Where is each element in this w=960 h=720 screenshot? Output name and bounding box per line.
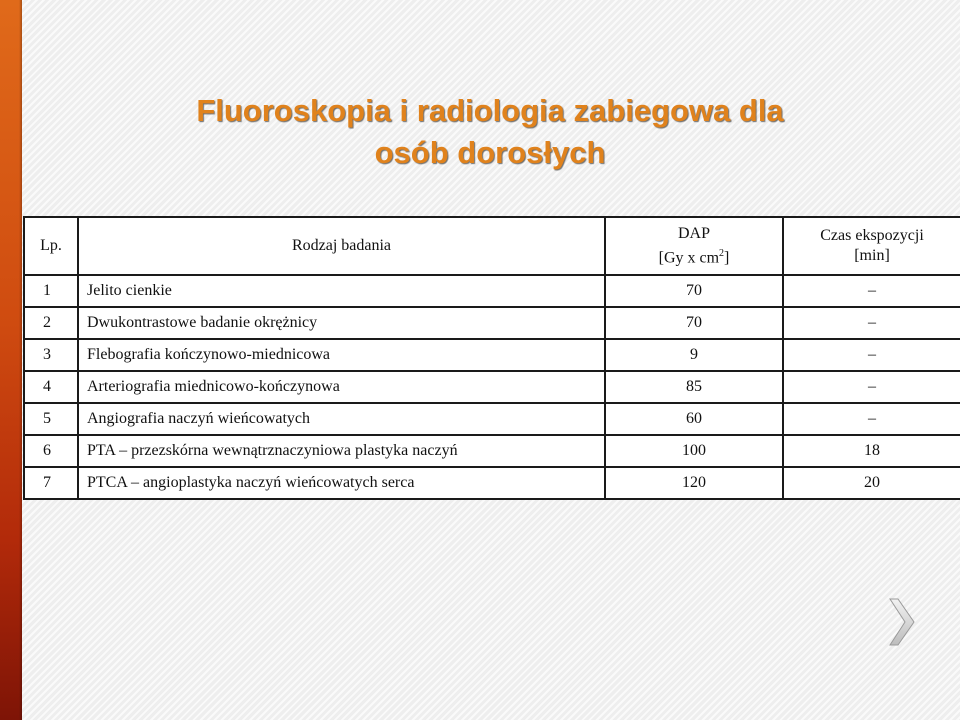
table-row bbox=[24, 403, 960, 435]
table-row bbox=[24, 275, 960, 307]
table-row bbox=[24, 435, 960, 467]
table-row bbox=[24, 307, 960, 339]
chevron-right-icon-svg bbox=[884, 596, 918, 648]
header-rodzaj: Rodzaj badania bbox=[78, 217, 605, 275]
cell-dap: 9 bbox=[605, 339, 783, 371]
cell-czas: 20 bbox=[783, 467, 960, 499]
cell-czas: – bbox=[783, 275, 960, 307]
cell-dap: 120 bbox=[605, 467, 783, 499]
exam-table bbox=[23, 216, 960, 500]
cell-dap: 70 bbox=[605, 275, 783, 307]
cell-lp: 5 bbox=[24, 403, 78, 435]
table-row bbox=[24, 371, 960, 403]
header-czas bbox=[783, 217, 960, 275]
header-czas-line2: [min] bbox=[854, 247, 890, 264]
slide-title-line2: osób dorosłych bbox=[374, 135, 606, 170]
header-dap-close: ] bbox=[724, 249, 730, 267]
cell-lp: 2 bbox=[24, 307, 78, 339]
cell-czas: – bbox=[783, 371, 960, 403]
cell-rodzaj: Arteriografia miednicowo-kończynowa bbox=[78, 371, 605, 403]
cell-rodzaj: Dwukontrastowe badanie okrężnicy bbox=[78, 307, 605, 339]
header-dap-unit: [Gy x cm bbox=[658, 249, 720, 267]
cell-dap: 85 bbox=[605, 371, 783, 403]
cell-lp: 7 bbox=[24, 467, 78, 499]
cell-czas: – bbox=[783, 307, 960, 339]
header-czas-line1: Czas ekspozycji bbox=[820, 227, 924, 244]
cell-dap: 100 bbox=[605, 435, 783, 467]
header-dap-line2 bbox=[610, 244, 778, 268]
cell-czas: – bbox=[783, 403, 960, 435]
cell-lp: 6 bbox=[24, 435, 78, 467]
cell-lp: 1 bbox=[24, 275, 78, 307]
cell-rodzaj: Jelito cienkie bbox=[78, 275, 605, 307]
cell-rodzaj: PTA – przezskórna wewnątrznaczyniowa plastyka naczyń bbox=[78, 435, 605, 467]
header-dap-sup: 2 bbox=[719, 247, 725, 259]
header-dap bbox=[605, 217, 783, 275]
header-lp: Lp. bbox=[24, 217, 78, 275]
header-dap-line1: DAP bbox=[677, 224, 710, 242]
exam-table-container bbox=[23, 216, 960, 500]
chevron-right-icon[interactable] bbox=[884, 596, 918, 648]
slide-title-line1: Fluoroskopia i radiologia zabiegowa dla bbox=[196, 93, 784, 128]
cell-dap: 70 bbox=[605, 307, 783, 339]
cell-dap: 60 bbox=[605, 403, 783, 435]
table-row bbox=[24, 339, 960, 371]
cell-czas: – bbox=[783, 339, 960, 371]
cell-rodzaj: PTCA – angioplastyka naczyń wieńcowatych serca bbox=[78, 467, 605, 499]
left-accent-bar bbox=[0, 0, 22, 720]
cell-czas: 18 bbox=[783, 435, 960, 467]
slide-title bbox=[90, 90, 890, 174]
cell-lp: 3 bbox=[24, 339, 78, 371]
cell-lp: 4 bbox=[24, 371, 78, 403]
cell-rodzaj: Flebografia kończynowo-miednicowa bbox=[78, 339, 605, 371]
cell-rodzaj: Angiografia naczyń wieńcowatych bbox=[78, 403, 605, 435]
table-row bbox=[24, 467, 960, 499]
table-header-row bbox=[24, 217, 960, 275]
